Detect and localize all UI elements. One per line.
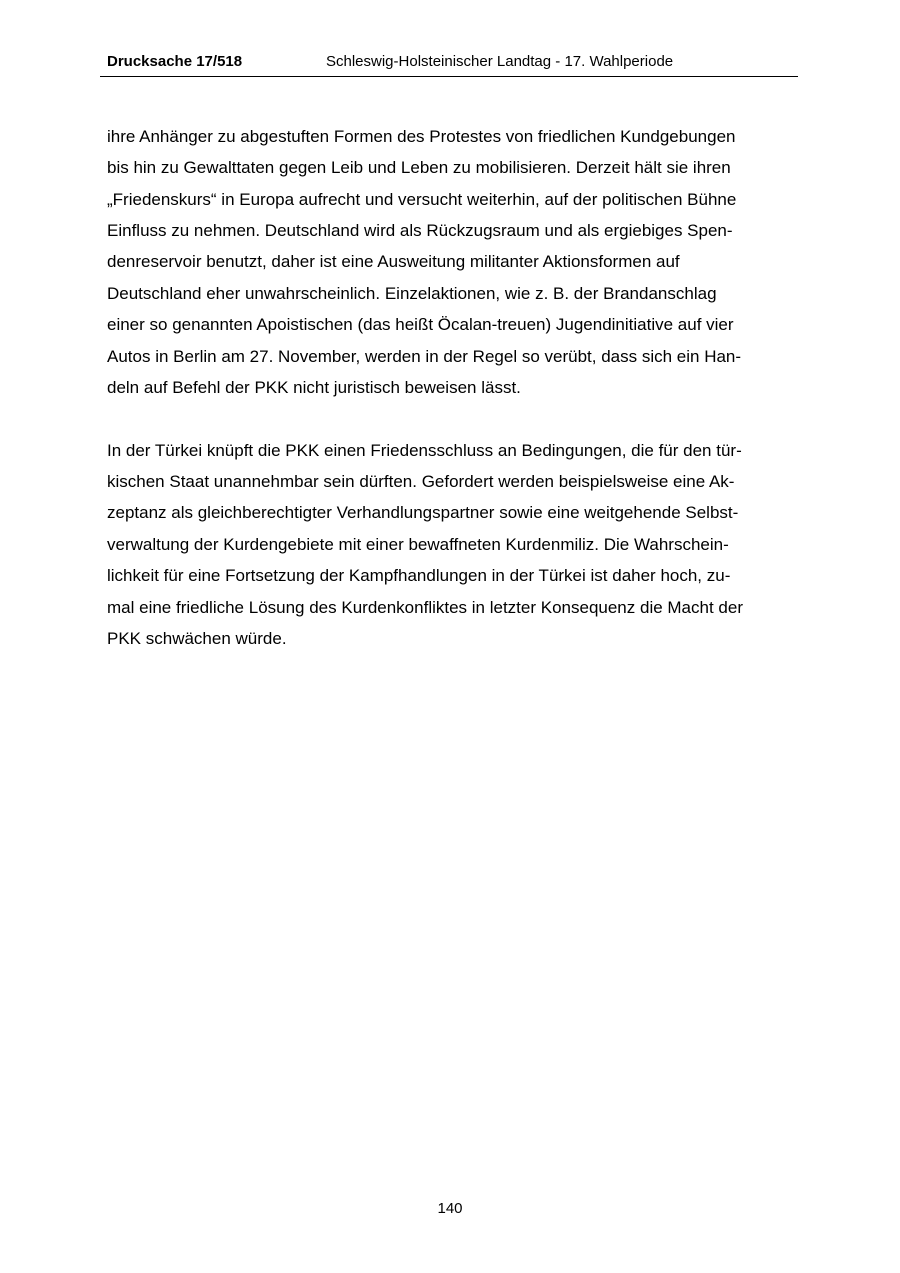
text-line: verwaltung der Kurdengebiete mit einer bewaffneten Kurdenmiliz. Die Wahrschein- xyxy=(107,535,729,554)
page-number: 140 xyxy=(437,1200,463,1217)
text-line: einer so genannten Apoistischen (das heißt Öcalan-treuen) Jugendinitiative auf vier xyxy=(107,315,734,334)
header-title: Schleswig-Holsteinischer Landtag - 17. Wahlperiode xyxy=(326,53,674,70)
text-line: Einfluss zu nehmen. Deutschland wird als Rückzugsraum und als ergiebiges Spen- xyxy=(107,221,733,240)
text-line: „Friedenskurs“ in Europa aufrecht und versucht weiterhin, auf der politischen Bühne xyxy=(107,190,737,209)
text-line: bis hin zu Gewalttaten gegen Leib und Leben zu mobilisieren. Derzeit hält sie ihren xyxy=(107,158,731,177)
text-line: denreservoir benutzt, daher ist eine Ausweitung militanter Aktionsformen auf xyxy=(107,252,680,271)
text-line: zeptanz als gleichberechtigter Verhandlungspartner sowie eine weitgehende Selbst- xyxy=(107,503,739,522)
text-line: deln auf Befehl der PKK nicht juristisch beweisen lässt. xyxy=(107,378,521,397)
text-line: lichkeit für eine Fortsetzung der Kampfhandlungen in der Türkei ist daher hoch, zu- xyxy=(107,566,731,585)
text-line: In der Türkei knüpft die PKK einen Friedensschluss an Bedingungen, die für den tür- xyxy=(107,441,742,460)
text-line: ihre Anhänger zu abgestuften Formen des Protestes von friedlichen Kundgebungen xyxy=(107,127,736,146)
text-line: Autos in Berlin am 27. November, werden in der Regel so verübt, dass sich ein Han- xyxy=(107,347,742,366)
text-line: mal eine friedliche Lösung des Kurdenkonfliktes in letzter Konsequenz die Macht der xyxy=(107,598,743,617)
text-line: PKK schwächen würde. xyxy=(107,629,287,648)
text-line: kischen Staat unannehmbar sein dürften. Gefordert werden beispielsweise eine Ak- xyxy=(107,472,735,491)
page-header xyxy=(100,52,798,77)
text-line: Deutschland eher unwahrscheinlich. Einzelaktionen, wie z. B. der Brandanschlag xyxy=(107,284,717,303)
document-number: Drucksache 17/518 xyxy=(107,53,243,70)
